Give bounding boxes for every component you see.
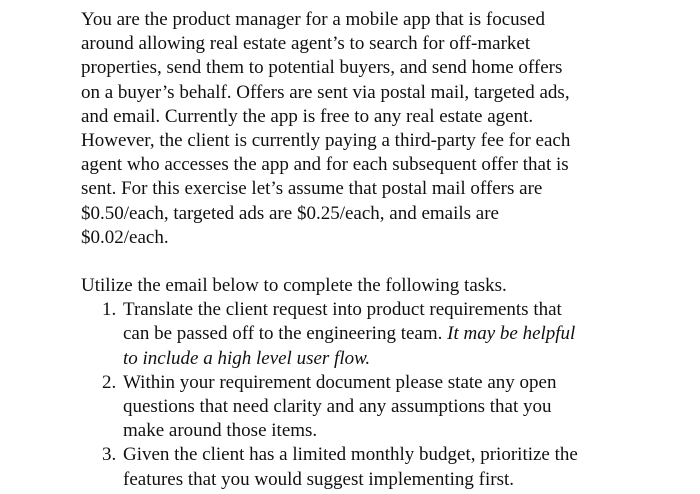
paragraph-gap (81, 250, 641, 274)
tasks-lead: Utilize the email below to complete the following tasks. (81, 275, 507, 297)
task-item-3 (81, 443, 641, 491)
task-list (81, 298, 641, 492)
task-item-1 (81, 298, 641, 371)
intro-paragraph: You are the product manager for a mobile app that is focused around allowing real estate agent’s to search for off-market properties, send them to potential buyers, and send home offers on a buyer’s behalf. Offers are sent via postal mail, targeted ads, and email. Currently the app is free to any real estate agent. However, the client is currently paying a third-party fee for each agent who accesses the app and for each subsequent offer that is sent. For this exercise let’s assume that postal mail offers are $0.50/each, targeted ads are $0.25/each, and emails are $0.02/each. (81, 9, 571, 248)
task-number: 1. (102, 299, 117, 321)
task-italic-note: It may be helpful to include a high level user flow. (123, 323, 576, 369)
task-text: Given the client has a limited monthly budget, prioritize the features that you would suggest implementing first. (123, 444, 578, 490)
task-number: 3. (102, 444, 117, 466)
task-text: Within your requirement document please state any open questions that need clarity and any assumptions that you make around those items. (123, 371, 557, 442)
task-text: Translate the client request into product requirements that can be passed off to the engineering team. (123, 299, 562, 345)
task-number: 2. (102, 371, 117, 393)
document-body (81, 8, 641, 492)
task-item-2 (81, 371, 641, 444)
